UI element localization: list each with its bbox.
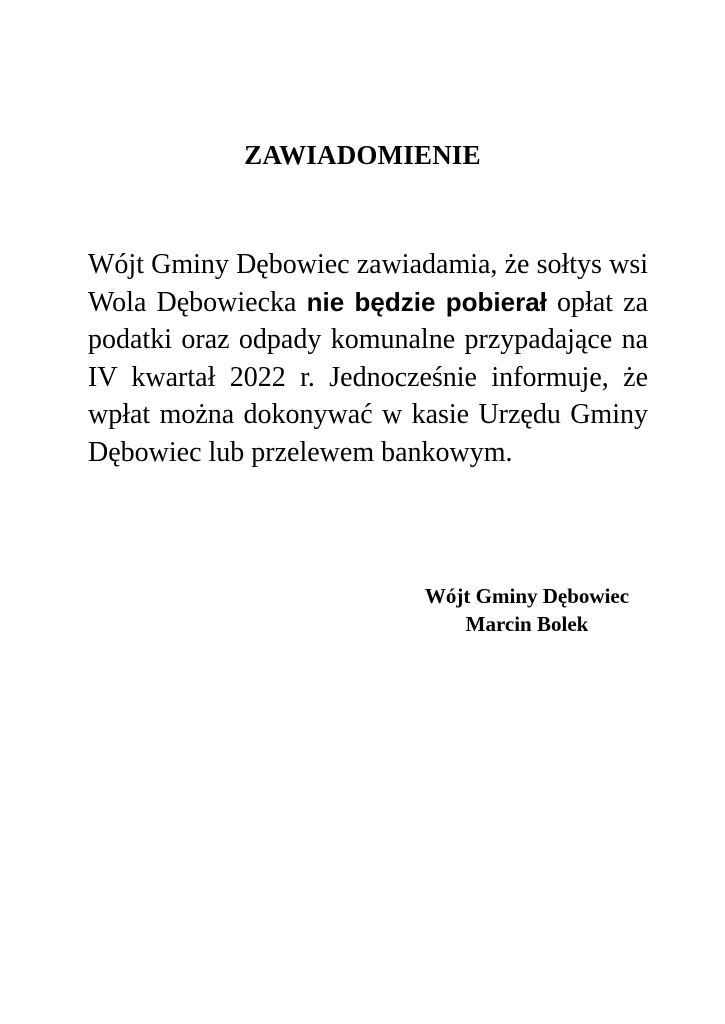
- paragraph-text-end: opłat za podatki oraz odpady komunalne przypadające na IV kwartał 2022 r. Jednocześnie informuje, że wpłat można dokonywać w kasie Urzędu Gminy Dębowiec lub przelewem bankowym.: [88, 286, 649, 468]
- signature-position: Wójt Gminy Dębowiec: [424, 584, 630, 608]
- signature-name: Marcin Bolek: [465, 612, 589, 636]
- paragraph-emphasis: nie będzie pobierał: [306, 286, 547, 317]
- document-title: ZAWIADOMIENIE: [244, 140, 481, 170]
- paragraph-text-start: Wójt Gminy Dębowiec zawiadamia, że sołtys wsi Wola Dębowiecka: [88, 249, 648, 318]
- announcement-paragraph: [88, 246, 648, 471]
- signature-block: [372, 582, 682, 638]
